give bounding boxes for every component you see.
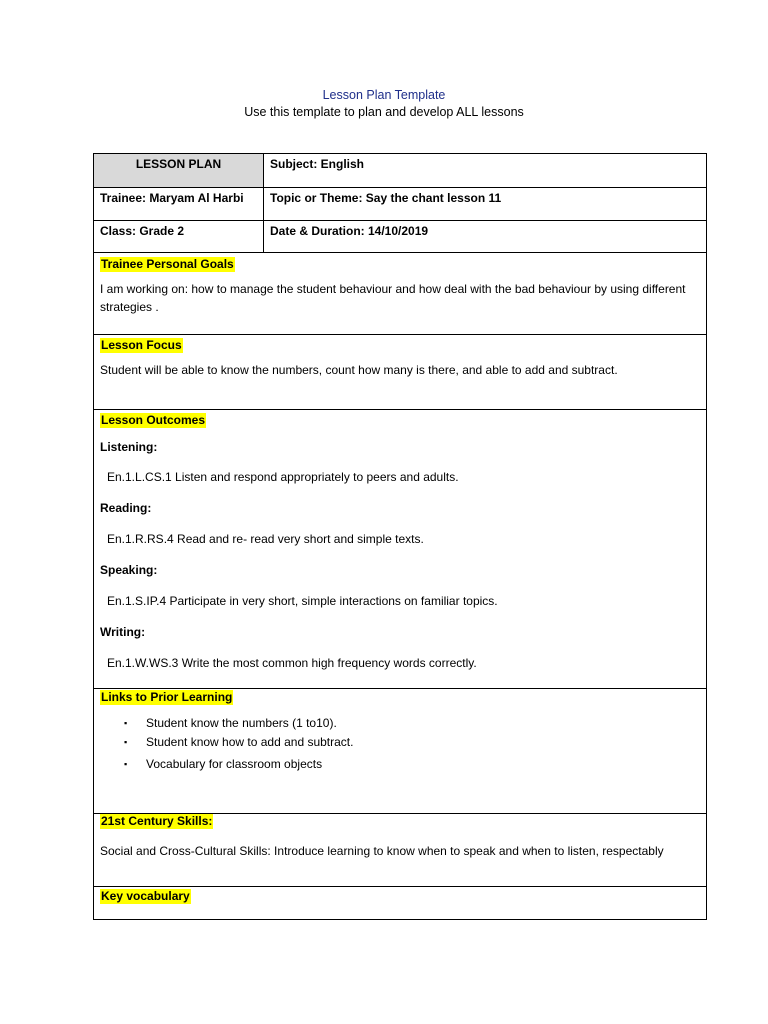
goals-text: I am working on: how to manage the student behaviour and how deal with the bad behaviour by using different strategies . — [100, 282, 686, 314]
list-item-text: Vocabulary for classroom objects — [146, 757, 323, 771]
skills-section — [94, 814, 706, 887]
outcome-text: En.1.S.IP.4 Participate in very short, simple interactions on familiar topics. — [107, 594, 498, 608]
lesson-plan-table — [93, 153, 707, 920]
list-item — [100, 733, 700, 752]
bullet-icon: ▪ — [124, 759, 128, 769]
outcome-text: En.1.R.RS.4 Read and re- read very short and simple texts. — [107, 532, 424, 546]
outcome-text: En.1.L.CS.1 Listen and respond appropriately to peers and adults. — [107, 470, 459, 484]
page-title: Lesson Plan Template — [322, 88, 446, 102]
skills-heading: 21st Century Skills: — [101, 814, 213, 828]
focus-text: Student will be able to know the numbers, count how many is there, and able to add and subtract. — [100, 363, 618, 377]
goals-section — [94, 253, 706, 335]
prior-learning-heading: Links to Prior Learning — [101, 690, 233, 704]
list-item — [100, 714, 700, 733]
outcome-label: Speaking: — [100, 563, 158, 577]
topic-cell: Topic or Theme: Say the chant lesson 11 — [270, 191, 502, 205]
focus-section — [94, 335, 706, 410]
outcome-text: En.1.W.WS.3 Write the most common high frequency words correctly. — [107, 656, 477, 670]
outcome-label: Writing: — [100, 625, 146, 639]
vocab-section — [94, 887, 706, 919]
prior-learning-section — [94, 689, 706, 814]
subject-cell: Subject: English — [270, 157, 365, 171]
info-row-3 — [94, 221, 706, 253]
outcomes-section — [94, 410, 706, 689]
outcome-label: Reading: — [100, 501, 152, 515]
page-subtitle: Use this template to plan and develop ALL lessons — [244, 105, 524, 119]
list-item-text: Student know the numbers (1 to10). — [146, 716, 337, 730]
list-item — [100, 755, 700, 774]
outcome-label: Listening: — [100, 440, 158, 454]
vocab-heading: Key vocabulary — [101, 889, 190, 903]
bullet-icon: ▪ — [124, 737, 128, 747]
trainee-cell: Trainee: Maryam Al Harbi — [94, 188, 264, 220]
date-cell: Date & Duration: 14/10/2019 — [270, 224, 429, 238]
lesson-plan-header-cell: LESSON PLAN — [94, 154, 264, 187]
info-row-1 — [94, 154, 706, 188]
bullet-icon: ▪ — [124, 718, 128, 728]
class-cell: Class: Grade 2 — [94, 221, 264, 252]
prior-learning-list — [100, 714, 700, 774]
goals-heading: Trainee Personal Goals — [101, 257, 234, 271]
info-row-2 — [94, 188, 706, 221]
focus-heading: Lesson Focus — [101, 338, 182, 352]
skills-text: Social and Cross-Cultural Skills: Introduce learning to know when to speak and when to listen, respectably — [100, 844, 664, 858]
outcomes-heading: Lesson Outcomes — [101, 413, 206, 427]
list-item-text: Student know how to add and subtract. — [146, 735, 354, 749]
